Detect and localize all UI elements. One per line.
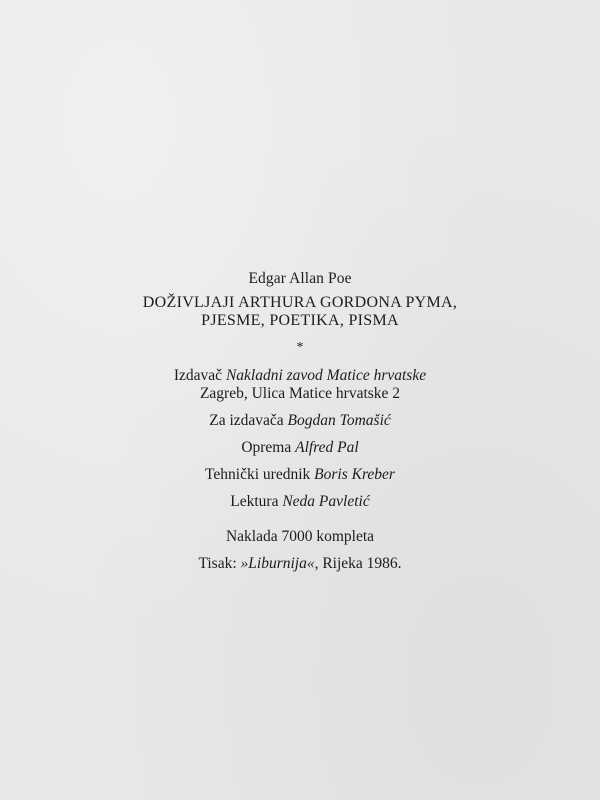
book-title-line-2: PJESME, POETIKA, PISMA (201, 312, 399, 329)
publisher-label: Izdavač (173, 367, 223, 384)
printer-name: »Liburnija« (240, 555, 315, 572)
colophon (0, 270, 600, 573)
printer-place-year: , Rijeka 1986. (314, 555, 402, 572)
design-line (0, 439, 600, 457)
design-name: Alfred Pal (295, 439, 359, 456)
for-publisher-label: Za izdavača (209, 412, 284, 429)
proofreading-name: Neda Pavletić (282, 493, 370, 510)
printer-label: Tisak: (198, 555, 237, 572)
publisher-name: Nakladni zavod Matice hrvatske (225, 367, 427, 384)
print-run: Naklada 7000 kompleta (225, 528, 375, 545)
technical-editor-line (0, 466, 600, 484)
publisher-line (0, 367, 600, 385)
proofreading-label: Lektura (230, 493, 279, 510)
technical-editor-name: Boris Kreber (314, 466, 395, 483)
publisher-address: Zagreb, Ulica Matice hrvatske 2 (199, 385, 401, 402)
for-publisher-line (0, 412, 600, 430)
book-title-line-1: DOŽIVLJAJI ARTHURA GORDONA PYMA, (142, 294, 458, 311)
separator-asterisk: * (296, 340, 304, 355)
for-publisher-name: Bogdan Tomašić (287, 412, 391, 429)
design-label: Oprema (241, 439, 292, 456)
printer-line (0, 555, 600, 573)
technical-editor-label: Tehnički urednik (205, 466, 311, 483)
proofreading-line (0, 493, 600, 511)
author-name: Edgar Allan Poe (248, 270, 352, 287)
